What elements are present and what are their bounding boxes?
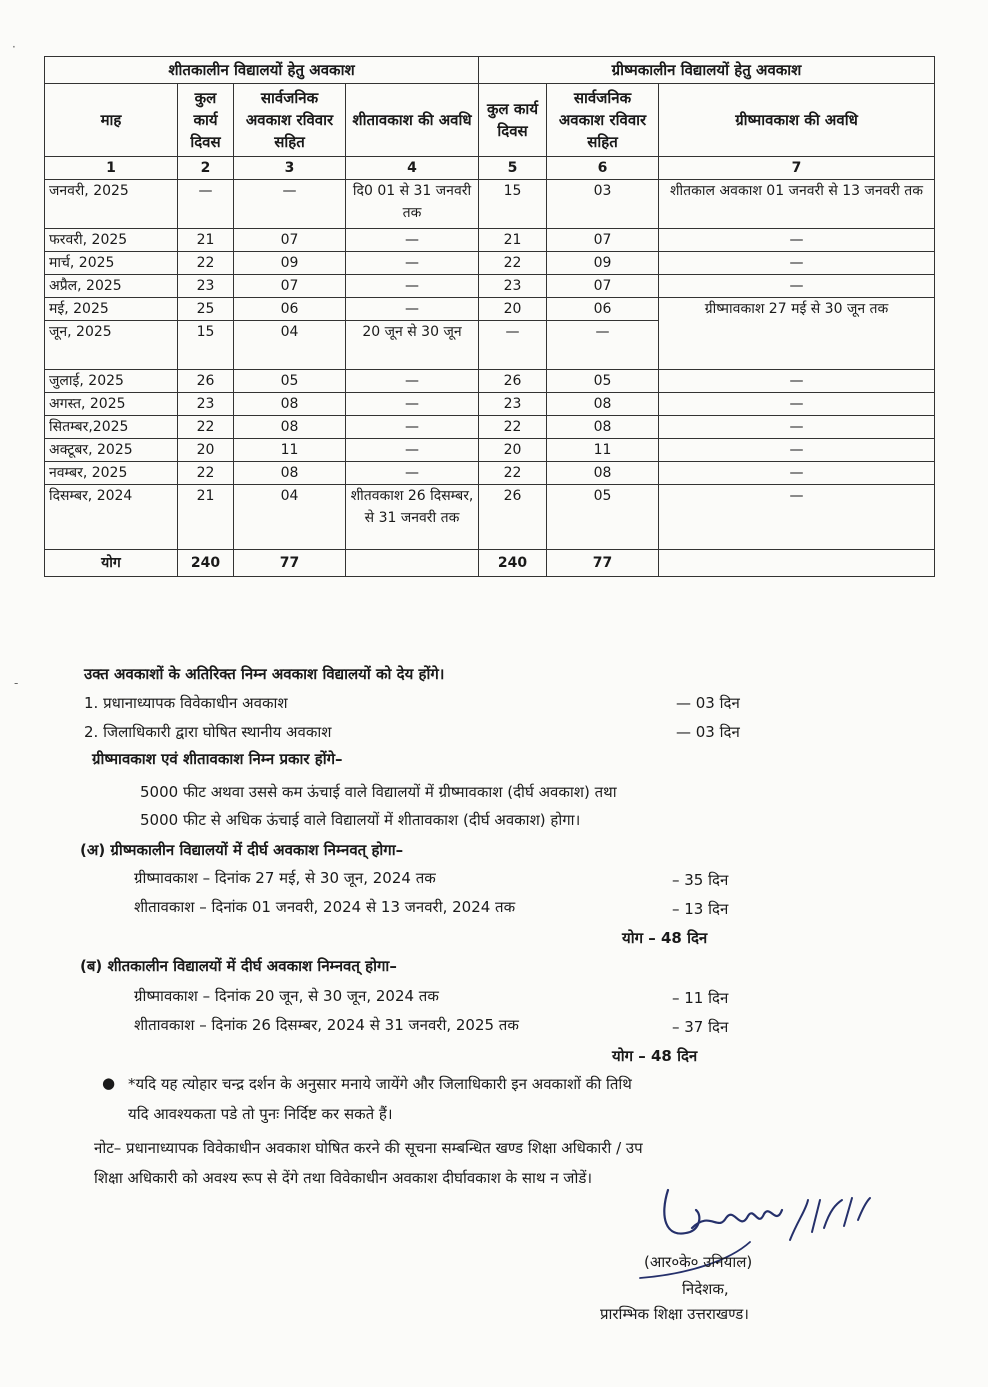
header-summer-working-days: कुल कार्य दिवस (479, 84, 547, 157)
winter-schools-summer-vacation: ग्रीष्मावकाश – दिनांक 20 जून, से 30 जून, 2024 तक (134, 987, 439, 1005)
value-cell: 04 (234, 485, 346, 550)
value-cell: 15 (479, 180, 547, 229)
value-cell: 11 (234, 439, 346, 462)
value-cell: 05 (547, 370, 659, 393)
total-value: 77 (234, 550, 346, 577)
table-row (45, 229, 935, 252)
bullet-note-line-2: यदि आवश्यकता पडे तो पुनः निर्दिष्ट कर सकते हैं। (128, 1105, 393, 1123)
table-row (45, 439, 935, 462)
table-row (45, 275, 935, 298)
holiday-calendar-table (44, 56, 935, 577)
value-cell: 15 (178, 321, 234, 370)
value-cell: शीतकाल अवकाश 01 जनवरी से 13 जनवरी तक (659, 180, 935, 229)
total-value: 77 (547, 550, 659, 577)
value-cell: 07 (234, 229, 346, 252)
note-line-1: नोट– प्रधानाध्यापक विवेकाधीन अवकाश घोषित करने की सूचना सम्बन्धित खण्ड शिक्षा अधिकारी / उप (94, 1139, 643, 1157)
value-cell: 05 (234, 370, 346, 393)
summer-schools-summer-days: – 35 दिन (672, 871, 729, 889)
value-cell: 07 (547, 275, 659, 298)
month-cell: जून, 2025 (45, 321, 178, 370)
value-cell: — (346, 370, 479, 393)
total-value (659, 550, 935, 577)
value-cell: — (659, 416, 935, 439)
value-cell: — (346, 298, 479, 321)
total-label: योग (45, 550, 178, 577)
margin-mark: · (12, 40, 16, 54)
value-cell: 23 (479, 275, 547, 298)
header-summer-public-holidays: सार्वजनिक अवकाश रविवार सहित (547, 84, 659, 157)
table-row (45, 252, 935, 275)
col-number: 2 (178, 157, 234, 180)
total-row (45, 550, 935, 577)
value-cell: 20 जून से 30 जून (346, 321, 479, 370)
value-cell: — (659, 229, 935, 252)
value-cell: 05 (547, 485, 659, 550)
winter-schools-winter-days: – 37 दिन (672, 1018, 729, 1036)
value-cell: 21 (479, 229, 547, 252)
header-month: माह (45, 84, 178, 157)
value-cell: — (659, 485, 935, 550)
value-cell: 23 (178, 275, 234, 298)
total-value: 240 (479, 550, 547, 577)
winter-schools-heading: (ब) शीतकालीन विद्यालयों में दीर्घ अवकाश निम्नवत् होगा– (80, 957, 397, 975)
column-number-row (45, 157, 935, 180)
signatory-name: (आर०के० उनियाल) (644, 1253, 753, 1271)
table-row (45, 298, 935, 321)
value-cell: — (178, 180, 234, 229)
value-cell: — (659, 252, 935, 275)
month-cell: फरवरी, 2025 (45, 229, 178, 252)
value-cell: — (659, 275, 935, 298)
summer-schools-heading: (अ) ग्रीष्मकालीन विद्यालयों में दीर्घ अवकाश निम्नवत् होगा– (80, 841, 404, 859)
month-cell: जनवरी, 2025 (45, 180, 178, 229)
value-cell: 21 (178, 485, 234, 550)
col-number: 7 (659, 157, 935, 180)
value-cell: 08 (234, 416, 346, 439)
summer-schools-summer-vacation: ग्रीष्मावकाश – दिनांक 27 मई, से 30 जून, 2024 तक (134, 869, 436, 887)
value-cell: 23 (479, 393, 547, 416)
value-cell: 22 (178, 416, 234, 439)
value-cell: 09 (547, 252, 659, 275)
value-cell: 06 (234, 298, 346, 321)
table-row (45, 485, 935, 550)
winter-schools-winter-vacation: शीतावकाश – दिनांक 26 दिसम्बर, 2024 से 31 जनवरी, 2025 तक (134, 1016, 519, 1034)
value-cell: 25 (178, 298, 234, 321)
signatory-office: प्रारम्भिक शिक्षा उत्तराखण्ड। (600, 1305, 749, 1323)
summer-schools-group-header: ग्रीष्मकालीन विद्यालयों हेतु अवकाश (479, 57, 935, 84)
value-cell: 22 (479, 252, 547, 275)
col-number: 5 (479, 157, 547, 180)
value-cell: — (659, 393, 935, 416)
winter-schools-total: योग – 48 दिन (612, 1047, 698, 1065)
value-cell: 22 (479, 462, 547, 485)
value-cell: 22 (479, 416, 547, 439)
note-line-2: शिक्षा अधिकारी को अवश्य रूप से देंगे तथा विवेकाधीन अवकाश दीर्घावकाश के साथ न जोडें। (94, 1169, 593, 1187)
value-cell: 26 (178, 370, 234, 393)
col-number: 6 (547, 157, 659, 180)
bullet-icon: ● (102, 1074, 116, 1092)
month-cell: मई, 2025 (45, 298, 178, 321)
holiday-item-2: 2. जिलाधिकारी द्वारा घोषित स्थानीय अवकाश (84, 723, 332, 741)
value-cell: 22 (178, 252, 234, 275)
value-cell: ग्रीष्मावकाश 27 मई से 30 जून तक (659, 298, 935, 370)
value-cell: — (346, 393, 479, 416)
month-cell: सितम्बर,2025 (45, 416, 178, 439)
altitude-line-2: 5000 फीट से अधिक ऊंचाई वाले विद्यालयों में शीतावकाश (दीर्घ अवकाश) होगा। (140, 811, 581, 829)
value-cell: दि0 01 से 31 जनवरी तक (346, 180, 479, 229)
value-cell: 20 (178, 439, 234, 462)
table-row (45, 180, 935, 229)
value-cell: 07 (547, 229, 659, 252)
value-cell: 26 (479, 370, 547, 393)
value-cell: 26 (479, 485, 547, 550)
value-cell: — (346, 416, 479, 439)
header-winter-public-holidays: सार्वजनिक अवकाश रविवार सहित (234, 84, 346, 157)
month-cell: अक्टूबर, 2025 (45, 439, 178, 462)
month-cell: अप्रैल, 2025 (45, 275, 178, 298)
holiday-item-1-days: — 03 दिन (676, 694, 740, 712)
margin-mark: ‐ (14, 676, 19, 690)
table-row (45, 370, 935, 393)
value-cell: — (547, 321, 659, 370)
month-cell: जुलाई, 2025 (45, 370, 178, 393)
value-cell: शीतवकाश 26 दिसम्बर, से 31 जनवरी तक (346, 485, 479, 550)
value-cell: 03 (547, 180, 659, 229)
additional-holidays-intro: उक्त अवकाशों के अतिरिक्त निम्न अवकाश विद्यालयों को देय होंगे। (84, 665, 445, 683)
col-number: 4 (346, 157, 479, 180)
value-cell: 08 (234, 462, 346, 485)
summer-schools-winter-days: – 13 दिन (672, 900, 729, 918)
total-value: 240 (178, 550, 234, 577)
header-winter-working-days: कुल कार्य दिवस (178, 84, 234, 157)
col-number: 3 (234, 157, 346, 180)
value-cell: 08 (547, 393, 659, 416)
value-cell: 08 (234, 393, 346, 416)
holiday-item-2-days: — 03 दिन (676, 723, 740, 741)
value-cell: 11 (547, 439, 659, 462)
month-cell: दिसम्बर, 2024 (45, 485, 178, 550)
value-cell: 22 (178, 462, 234, 485)
value-cell: 21 (178, 229, 234, 252)
table-row (45, 462, 935, 485)
altitude-line-1: 5000 फीट अथवा उससे कम ऊंचाई वाले विद्यालयों में ग्रीष्मावकाश (दीर्घ अवकाश) तथा (140, 783, 617, 801)
month-cell: मार्च, 2025 (45, 252, 178, 275)
header-winter-vacation-period: शीतावकाश की अवधि (346, 84, 479, 157)
summer-schools-total: योग – 48 दिन (622, 929, 708, 947)
bullet-note-line-1: *यदि यह त्योहार चन्द्र दर्शन के अनुसार मनाये जायेंगे और जिलाधिकारी इन अवकाशों की तिथि (128, 1075, 632, 1093)
table-row (45, 416, 935, 439)
value-cell: 20 (479, 439, 547, 462)
value-cell: 07 (234, 275, 346, 298)
header-summer-vacation-period: ग्रीष्मावकाश की अवधि (659, 84, 935, 157)
month-cell: अगस्त, 2025 (45, 393, 178, 416)
value-cell: — (659, 439, 935, 462)
total-value (346, 550, 479, 577)
value-cell: 23 (178, 393, 234, 416)
value-cell: 06 (547, 298, 659, 321)
vacations-heading: ग्रीष्मावकाश एवं शीतावकाश निम्न प्रकार होंगे– (92, 750, 343, 768)
summer-schools-winter-vacation: शीतावकाश – दिनांक 01 जनवरी, 2024 से 13 जनवरी, 2024 तक (134, 898, 516, 916)
winter-schools-summer-days: – 11 दिन (672, 989, 729, 1007)
value-cell: — (659, 462, 935, 485)
signatory-designation: निदेशक, (682, 1280, 729, 1298)
winter-schools-group-header: शीतकालीन विद्यालयों हेतु अवकाश (45, 57, 479, 84)
value-cell: — (346, 275, 479, 298)
value-cell: 08 (547, 416, 659, 439)
value-cell: 20 (479, 298, 547, 321)
value-cell: — (346, 252, 479, 275)
value-cell: — (659, 370, 935, 393)
value-cell: 09 (234, 252, 346, 275)
month-cell: नवम्बर, 2025 (45, 462, 178, 485)
value-cell: — (346, 229, 479, 252)
value-cell: — (346, 462, 479, 485)
value-cell: — (234, 180, 346, 229)
value-cell: — (346, 439, 479, 462)
col-number: 1 (45, 157, 178, 180)
value-cell: — (479, 321, 547, 370)
value-cell: 08 (547, 462, 659, 485)
value-cell: 04 (234, 321, 346, 370)
table-row (45, 393, 935, 416)
holiday-item-1: 1. प्रधानाध्यापक विवेकाधीन अवकाश (84, 694, 288, 712)
